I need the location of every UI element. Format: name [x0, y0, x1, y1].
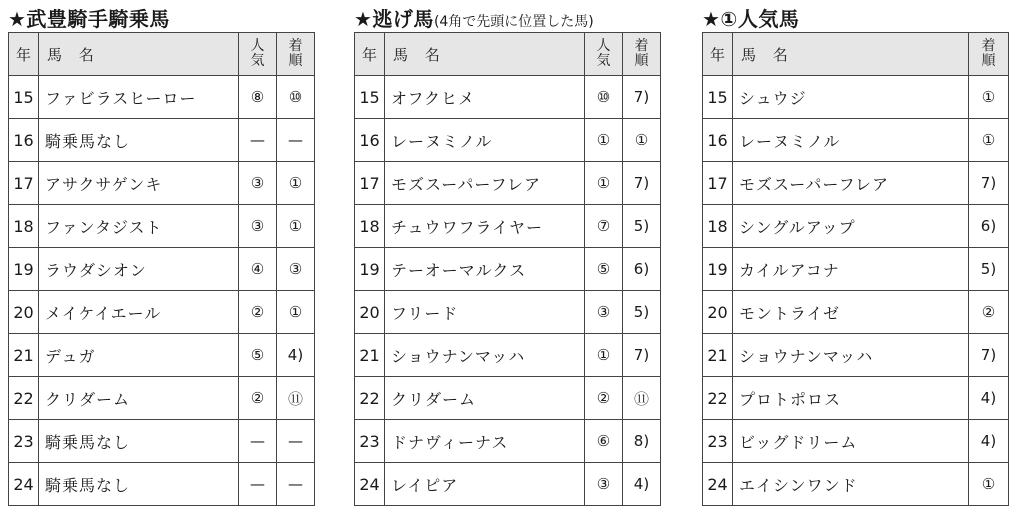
header-popularity — [585, 33, 623, 76]
year-cell: 19 — [703, 248, 733, 291]
year-cell: 19 — [355, 248, 385, 291]
table-row — [9, 463, 315, 506]
horse-name-cell: ショウナンマッハ — [385, 334, 585, 377]
year-cell: 20 — [355, 291, 385, 334]
table-row — [703, 76, 1009, 119]
table-row — [355, 377, 661, 420]
horse-name-cell: シュウジ — [733, 76, 969, 119]
finish-cell: 7) — [623, 334, 661, 377]
horse-name-cell: ビッグドリーム — [733, 420, 969, 463]
popularity-cell: ② — [585, 377, 623, 420]
year-cell: 21 — [9, 334, 39, 377]
finish-cell: 7) — [623, 162, 661, 205]
table-row — [355, 205, 661, 248]
horse-name-cell: フリード — [385, 291, 585, 334]
year-cell: 23 — [355, 420, 385, 463]
header-year: 年 — [9, 33, 39, 76]
table-row — [9, 76, 315, 119]
table-row — [9, 119, 315, 162]
year-cell: 22 — [9, 377, 39, 420]
table-row — [9, 334, 315, 377]
horse-name-cell: 騎乗馬なし — [39, 119, 239, 162]
year-cell: 21 — [355, 334, 385, 377]
popularity-cell: ⑤ — [239, 334, 277, 377]
finish-cell: 7) — [623, 76, 661, 119]
header-popularity-text: 人気 — [596, 38, 611, 69]
year-cell: 15 — [703, 76, 733, 119]
popularity-cell: ② — [239, 377, 277, 420]
table-row — [355, 162, 661, 205]
finish-cell: ③ — [277, 248, 315, 291]
finish-cell: 5) — [623, 205, 661, 248]
header-row — [9, 33, 315, 76]
table-row — [355, 76, 661, 119]
header-row — [703, 33, 1009, 76]
horse-name-cell: ドナヴィーナス — [385, 420, 585, 463]
finish-cell: ① — [969, 463, 1009, 506]
horse-name-cell: チュウワフライヤー — [385, 205, 585, 248]
header-year: 年 — [355, 33, 385, 76]
finish-cell: ① — [277, 291, 315, 334]
popularity-cell: ③ — [239, 205, 277, 248]
table-row — [9, 205, 315, 248]
horse-name-cell: クリダーム — [385, 377, 585, 420]
panel-title — [8, 6, 315, 32]
table-row — [9, 248, 315, 291]
panel-favorites — [702, 6, 1009, 506]
panel-title-text: ★武豊騎手騎乗馬 — [8, 7, 170, 31]
panel-take-rides — [8, 6, 315, 506]
table-row — [355, 248, 661, 291]
finish-cell: ① — [623, 119, 661, 162]
horse-name-cell: モントライゼ — [733, 291, 969, 334]
horse-name-cell: 騎乗馬なし — [39, 420, 239, 463]
table-row — [703, 162, 1009, 205]
horse-name-cell: エイシンワンド — [733, 463, 969, 506]
popularity-cell: ② — [239, 291, 277, 334]
year-cell: 15 — [355, 76, 385, 119]
horse-name-cell: デュガ — [39, 334, 239, 377]
horse-name-cell: メイケイエール — [39, 291, 239, 334]
table-row — [703, 205, 1009, 248]
horse-name-cell: シングルアップ — [733, 205, 969, 248]
horse-name-cell: ショウナンマッハ — [733, 334, 969, 377]
table-row — [703, 463, 1009, 506]
table-row — [703, 248, 1009, 291]
header-name: 馬 名 — [39, 33, 239, 76]
year-cell: 17 — [9, 162, 39, 205]
table-row — [9, 377, 315, 420]
finish-cell: ⑩ — [277, 76, 315, 119]
year-cell: 20 — [703, 291, 733, 334]
horse-name-cell: レイピア — [385, 463, 585, 506]
year-cell: 18 — [355, 205, 385, 248]
header-finish — [623, 33, 661, 76]
table-row — [703, 420, 1009, 463]
horse-name-cell: テーオーマルクス — [385, 248, 585, 291]
table-row — [703, 377, 1009, 420]
horse-name-cell: レーヌミノル — [385, 119, 585, 162]
finish-cell: — — [277, 463, 315, 506]
finish-cell: ① — [277, 162, 315, 205]
table-row — [355, 463, 661, 506]
horse-name-cell: レーヌミノル — [733, 119, 969, 162]
finish-cell: 5) — [623, 291, 661, 334]
header-popularity — [239, 33, 277, 76]
popularity-cell: — — [239, 420, 277, 463]
header-finish-text: 着順 — [981, 38, 996, 69]
results-table — [702, 32, 1009, 506]
year-cell: 18 — [9, 205, 39, 248]
finish-cell: — — [277, 420, 315, 463]
year-cell: 16 — [703, 119, 733, 162]
popularity-cell: — — [239, 119, 277, 162]
table-row — [355, 119, 661, 162]
results-table — [8, 32, 315, 506]
horse-name-cell: オフクヒメ — [385, 76, 585, 119]
year-cell: 23 — [9, 420, 39, 463]
finish-cell: ⑪ — [277, 377, 315, 420]
table-row — [9, 291, 315, 334]
finish-cell: 5) — [969, 248, 1009, 291]
horse-name-cell: モズスーパーフレア — [733, 162, 969, 205]
finish-cell: ② — [969, 291, 1009, 334]
finish-cell: 8) — [623, 420, 661, 463]
horse-name-cell: ファンタジスト — [39, 205, 239, 248]
popularity-cell: ④ — [239, 248, 277, 291]
year-cell: 19 — [9, 248, 39, 291]
header-finish — [969, 33, 1009, 76]
panel-subtitle: (4角で先頭に位置した馬) — [433, 14, 594, 30]
finish-cell: 7) — [969, 334, 1009, 377]
finish-cell: — — [277, 119, 315, 162]
finish-cell: ① — [277, 205, 315, 248]
year-cell: 22 — [703, 377, 733, 420]
popularity-cell: ⑧ — [239, 76, 277, 119]
popularity-cell: ③ — [585, 463, 623, 506]
popularity-cell: — — [239, 463, 277, 506]
finish-cell: ① — [969, 119, 1009, 162]
finish-cell: ① — [969, 76, 1009, 119]
table-row — [703, 291, 1009, 334]
year-cell: 17 — [355, 162, 385, 205]
finish-cell: 4) — [969, 377, 1009, 420]
popularity-cell: ⑦ — [585, 205, 623, 248]
table-row — [355, 291, 661, 334]
header-finish-text: 着順 — [288, 38, 303, 69]
horse-name-cell: ファビラスヒーロー — [39, 76, 239, 119]
horse-name-cell: モズスーパーフレア — [385, 162, 585, 205]
header-finish-text: 着順 — [634, 38, 649, 69]
finish-cell: 4) — [969, 420, 1009, 463]
finish-cell: ⑪ — [623, 377, 661, 420]
year-cell: 16 — [9, 119, 39, 162]
popularity-cell: ③ — [239, 162, 277, 205]
finish-cell: 6) — [623, 248, 661, 291]
results-table — [354, 32, 661, 506]
header-popularity-text: 人気 — [250, 38, 265, 69]
header-name: 馬 名 — [733, 33, 969, 76]
popularity-cell: ① — [585, 334, 623, 377]
table-row — [9, 162, 315, 205]
finish-cell: 4) — [623, 463, 661, 506]
popularity-cell: ① — [585, 119, 623, 162]
horse-name-cell: クリダーム — [39, 377, 239, 420]
panel-title-text: ★①人気馬 — [702, 7, 800, 31]
year-cell: 21 — [703, 334, 733, 377]
year-cell: 23 — [703, 420, 733, 463]
year-cell: 16 — [355, 119, 385, 162]
panel-front-runners — [354, 6, 661, 506]
table-row — [355, 420, 661, 463]
year-cell: 18 — [703, 205, 733, 248]
table-row — [703, 119, 1009, 162]
panel-title-text: ★逃げ馬 — [354, 7, 434, 31]
horse-name-cell: プロトポロス — [733, 377, 969, 420]
year-cell: 24 — [355, 463, 385, 506]
popularity-cell: ③ — [585, 291, 623, 334]
header-row — [355, 33, 661, 76]
finish-cell: 4) — [277, 334, 315, 377]
popularity-cell: ⑥ — [585, 420, 623, 463]
header-finish — [277, 33, 315, 76]
horse-name-cell: 騎乗馬なし — [39, 463, 239, 506]
table-row — [703, 334, 1009, 377]
year-cell: 24 — [703, 463, 733, 506]
table-row — [9, 420, 315, 463]
year-cell: 22 — [355, 377, 385, 420]
year-cell: 17 — [703, 162, 733, 205]
header-year: 年 — [703, 33, 733, 76]
panel-title — [354, 6, 661, 32]
year-cell: 24 — [9, 463, 39, 506]
year-cell: 20 — [9, 291, 39, 334]
table-row — [355, 334, 661, 377]
popularity-cell: ⑤ — [585, 248, 623, 291]
horse-name-cell: アサクサゲンキ — [39, 162, 239, 205]
header-name: 馬 名 — [385, 33, 585, 76]
finish-cell: 6) — [969, 205, 1009, 248]
panel-title — [702, 6, 1009, 32]
year-cell: 15 — [9, 76, 39, 119]
popularity-cell: ① — [585, 162, 623, 205]
finish-cell: 7) — [969, 162, 1009, 205]
horse-name-cell: ラウダシオン — [39, 248, 239, 291]
horse-name-cell: カイルアコナ — [733, 248, 969, 291]
popularity-cell: ⑩ — [585, 76, 623, 119]
